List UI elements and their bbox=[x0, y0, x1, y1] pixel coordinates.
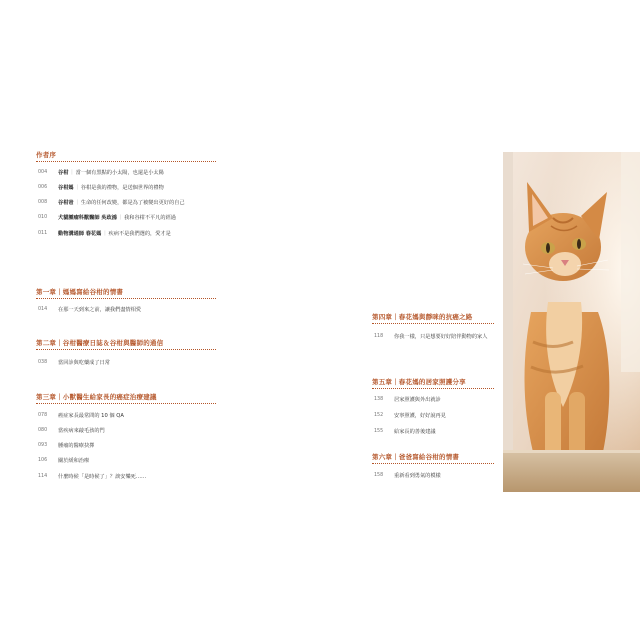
page-number: 080 bbox=[38, 428, 48, 433]
cat-illustration bbox=[503, 152, 640, 492]
toc-entry[interactable] bbox=[38, 458, 89, 464]
entry-author: 谷柑爸 bbox=[58, 200, 74, 206]
toc-entry[interactable] bbox=[38, 428, 105, 434]
preface-rule bbox=[36, 161, 216, 162]
entry-title: 安寧照護，好好說再見 bbox=[394, 413, 446, 419]
toc-entry[interactable] bbox=[38, 360, 110, 366]
entry-title: 癌症家長最常問的 10 個 QA bbox=[58, 413, 124, 419]
entry-title: 生命的任何改變，都是為了被變出更好的自己 bbox=[80, 200, 185, 206]
entry-title: 當回診與吃藥成了日常 bbox=[58, 360, 110, 366]
entry-author: 谷柑媽 bbox=[58, 185, 74, 191]
entry-title: 腫瘤的醫療抉擇 bbox=[58, 443, 95, 449]
toc-entry[interactable] bbox=[38, 474, 146, 480]
chapter1-title: 第一章｜媽媽寫給谷柑的情書 bbox=[36, 288, 124, 296]
entry-title: 什麼時候「是時候了」？談安樂死…… bbox=[58, 474, 147, 480]
toc-entry[interactable] bbox=[374, 334, 492, 340]
toc-entry[interactable]: 008 谷柑爸｜生命的任何改變，都是為了被變出更好的自己 bbox=[38, 200, 185, 206]
page-number: 093 bbox=[38, 443, 48, 448]
page-number: 118 bbox=[374, 334, 384, 339]
chapter4-title: 第四章｜春花媽與靜咪的抗癌之路 bbox=[372, 313, 473, 321]
entry-title: 居家照護與外出就診 bbox=[394, 397, 441, 403]
entry-author: 谷柑 bbox=[58, 170, 69, 176]
toc-entry[interactable]: 011 動物溝通師 春花媽｜疾病不是我們選的，愛才是 bbox=[38, 231, 171, 237]
page-number: 114 bbox=[38, 474, 48, 479]
chapter2-title: 第二章｜谷柑醫療日誌＆谷柑與醫師的通信 bbox=[36, 339, 164, 347]
entry-title: 關於緩和治療 bbox=[58, 458, 90, 464]
chapter2-rule bbox=[36, 349, 216, 350]
entry-title: 你我一樣，只是想要好好陪伴動物的家人 bbox=[394, 334, 488, 340]
chapter6-rule bbox=[372, 463, 494, 464]
toc-entry[interactable] bbox=[374, 397, 441, 403]
toc-entry[interactable] bbox=[38, 413, 124, 419]
chapter3-rule bbox=[36, 403, 216, 404]
toc-entry[interactable] bbox=[38, 307, 141, 313]
page-number: 014 bbox=[38, 307, 48, 312]
page-number: 006 bbox=[38, 185, 48, 190]
chapter5-title: 第五章｜春花媽的居家照護分享 bbox=[372, 378, 466, 386]
toc-entry[interactable] bbox=[374, 429, 436, 435]
toc-entry[interactable] bbox=[38, 443, 94, 449]
page-number: 008 bbox=[38, 200, 48, 205]
page-number: 155 bbox=[374, 429, 384, 434]
chapter1-rule bbox=[36, 298, 216, 299]
entry-title: 在那一天到來之前，讓我們盡情相愛 bbox=[58, 307, 142, 313]
page-number: 158 bbox=[374, 473, 384, 478]
page-number: 004 bbox=[38, 170, 48, 175]
page-number: 106 bbox=[38, 458, 48, 463]
toc-entry[interactable]: 004 谷柑｜當一個有黑點的小太陽，也還是小太陽 bbox=[38, 170, 164, 176]
preface-title: 作者序 bbox=[36, 151, 57, 159]
chapter5-rule bbox=[372, 388, 494, 389]
entry-title: 當疾病來敲毛孩的門 bbox=[58, 428, 105, 434]
page-number: 152 bbox=[374, 413, 384, 418]
entry-author: 動物溝通師 春花媽 bbox=[58, 231, 102, 237]
chapter4-rule bbox=[372, 323, 494, 324]
chapter6-title: 第六章｜爸爸寫給谷柑的情書 bbox=[372, 453, 460, 461]
toc-entry[interactable]: 006 谷柑媽｜谷柑是我的禮物，是送個世界的禮物 bbox=[38, 185, 164, 191]
page-number: 038 bbox=[38, 360, 48, 365]
chapter3-title: 第三章｜小獸醫生給家長的癌症治療建議 bbox=[36, 393, 157, 401]
page-number: 011 bbox=[38, 231, 48, 236]
page-number: 010 bbox=[38, 215, 48, 220]
entry-author: 犬貓腫瘤科獸醫師 吳政鴻 bbox=[58, 215, 117, 221]
page-number: 138 bbox=[374, 397, 384, 402]
entry-title: 當一個有黑點的小太陽，也還是小太陽 bbox=[75, 170, 164, 176]
entry-title: 谷柑是我的禮物，是送個世界的禮物 bbox=[80, 185, 164, 191]
toc-entry[interactable] bbox=[374, 413, 446, 419]
entry-title: 重新看到勇氣的模樣 bbox=[394, 473, 441, 479]
page-number: 078 bbox=[38, 413, 48, 418]
cat-photo bbox=[503, 152, 640, 492]
entry-title: 我和谷柑不平凡的經過 bbox=[124, 215, 176, 221]
toc-entry[interactable] bbox=[374, 473, 441, 479]
entry-title: 給家長的善後建議 bbox=[394, 429, 436, 435]
entry-title: 疾病不是我們選的，愛才是 bbox=[108, 231, 171, 237]
toc-entry[interactable]: 010 犬貓腫瘤科獸醫師 吳政鴻｜我和谷柑不平凡的經過 bbox=[38, 215, 176, 221]
